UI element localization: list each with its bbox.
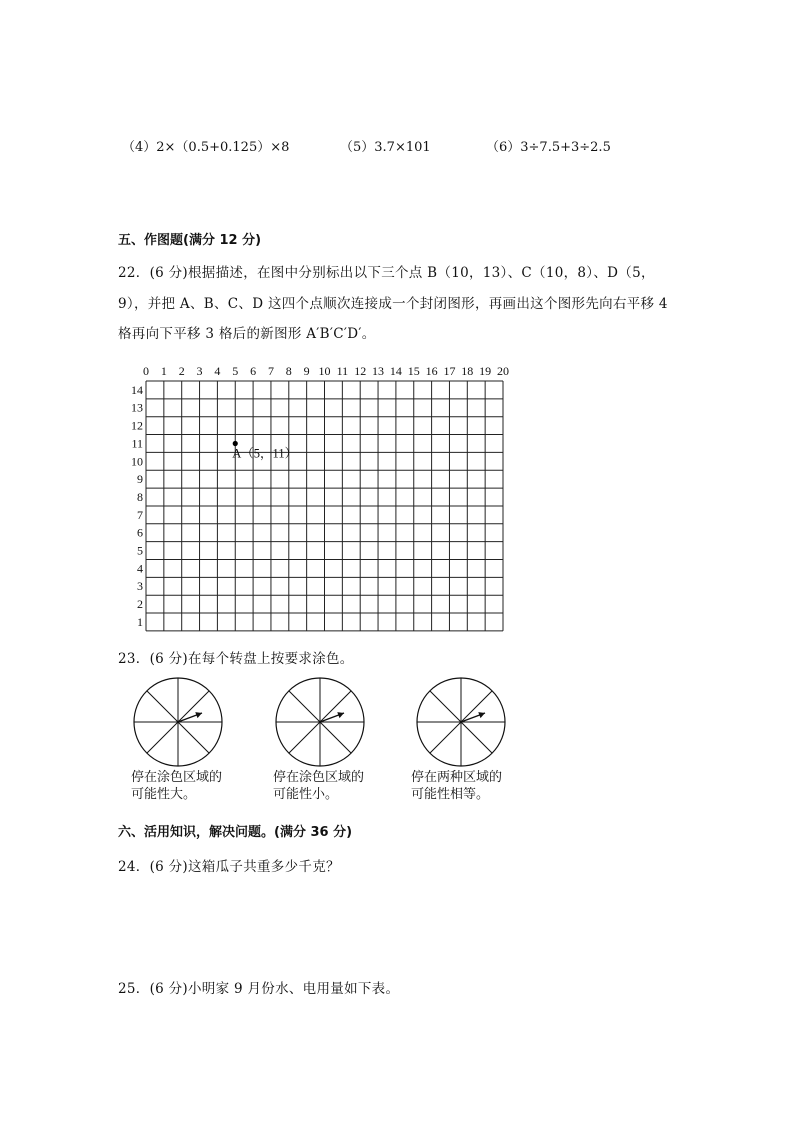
x-tick-label: 18 [461,364,474,378]
x-tick-label: 19 [479,364,492,378]
x-tick-label: 9 [303,364,310,378]
y-tick-label: 10 [131,454,143,469]
spinner-3-caption [411,769,502,803]
y-tick-label: 1 [137,614,143,629]
x-tick-label: 7 [267,364,274,378]
x-tick-label: 5 [232,364,239,378]
x-tick-label: 4 [214,364,221,378]
spinner-3[interactable] [415,676,507,772]
y-tick-label: 3 [137,579,143,594]
x-tick-label: 20 [497,364,509,378]
y-tick-label: 7 [137,507,143,522]
calc-item-6: （6）3÷7.5+3÷2.5 [486,140,611,155]
x-tick-label: 10 [318,364,331,378]
section-5-heading: 五、作图题(满分 12 分) [118,233,262,248]
caption-line: 停在涂色区域的 [273,770,365,785]
y-tick-label: 4 [137,561,143,576]
x-tick-label: 14 [389,364,402,378]
x-tick-label: 2 [178,364,185,378]
point-a-label: A（5，11） [232,446,298,461]
spinner-1[interactable] [132,676,224,772]
y-tick-label: 11 [131,436,143,451]
y-tick-label: 9 [137,472,143,487]
q23-text: 23．(6 分)在每个转盘上按要求涂色。 [118,651,354,667]
spinner-2-caption [273,769,364,803]
caption-line: 可能性大。 [131,787,197,802]
x-tick-label: 0 [143,364,149,378]
calc-item-4: （4）2×（0.5+0.125）×8 [122,140,290,155]
x-tick-label: 1 [160,364,167,378]
x-tick-label: 8 [285,364,292,378]
y-tick-label: 14 [131,382,143,397]
x-tick-label: 12 [354,364,367,378]
x-tick-label: 13 [372,364,385,378]
y-tick-label: 13 [131,400,143,415]
caption-line: 可能性小。 [273,787,339,802]
section-6-heading: 六、活用知识，解决问题。(满分 36 分) [118,825,353,840]
q24-text: 24．(6 分)这箱瓜子共重多少千克？ [118,859,340,875]
spinner-2[interactable] [274,676,366,772]
q25-text: 25．(6 分)小明家 9 月份水、电用量如下表。 [118,981,400,997]
q22-line-1: 22．(6 分)根据描述，在图中分别标出以下三个点 B（10，13）、C（10，8）、D（5， [118,265,655,281]
x-tick-label: 17 [443,364,456,378]
calc-item-5: （5）3.7×101 [340,140,431,155]
y-tick-label: 2 [137,597,143,612]
y-tick-label: 6 [137,525,143,540]
coordinate-grid [118,358,518,629]
x-tick-label: 3 [196,364,203,378]
y-tick-label: 12 [131,418,143,433]
point-a-dot [233,441,238,446]
spinner-1-caption [131,769,222,803]
caption-line: 可能性相等。 [411,787,490,802]
caption-line: 停在涂色区域的 [131,770,223,785]
caption-line: 停在两种区域的 [411,770,503,785]
x-tick-label: 11 [336,364,349,378]
q22-line-3: 格再向下平移 3 格后的新图形 A′B′C′D′。 [118,326,376,342]
x-tick-label: 6 [250,364,257,378]
q22-line-2: 9），并把 A、B、C、D 这四个点顺次连接成一个封闭图形，再画出这个图形先向右平移 4 [118,296,668,312]
x-tick-label: 16 [425,364,438,378]
y-tick-label: 8 [137,489,143,504]
y-tick-label: 5 [137,543,143,558]
x-tick-label: 15 [407,364,420,378]
